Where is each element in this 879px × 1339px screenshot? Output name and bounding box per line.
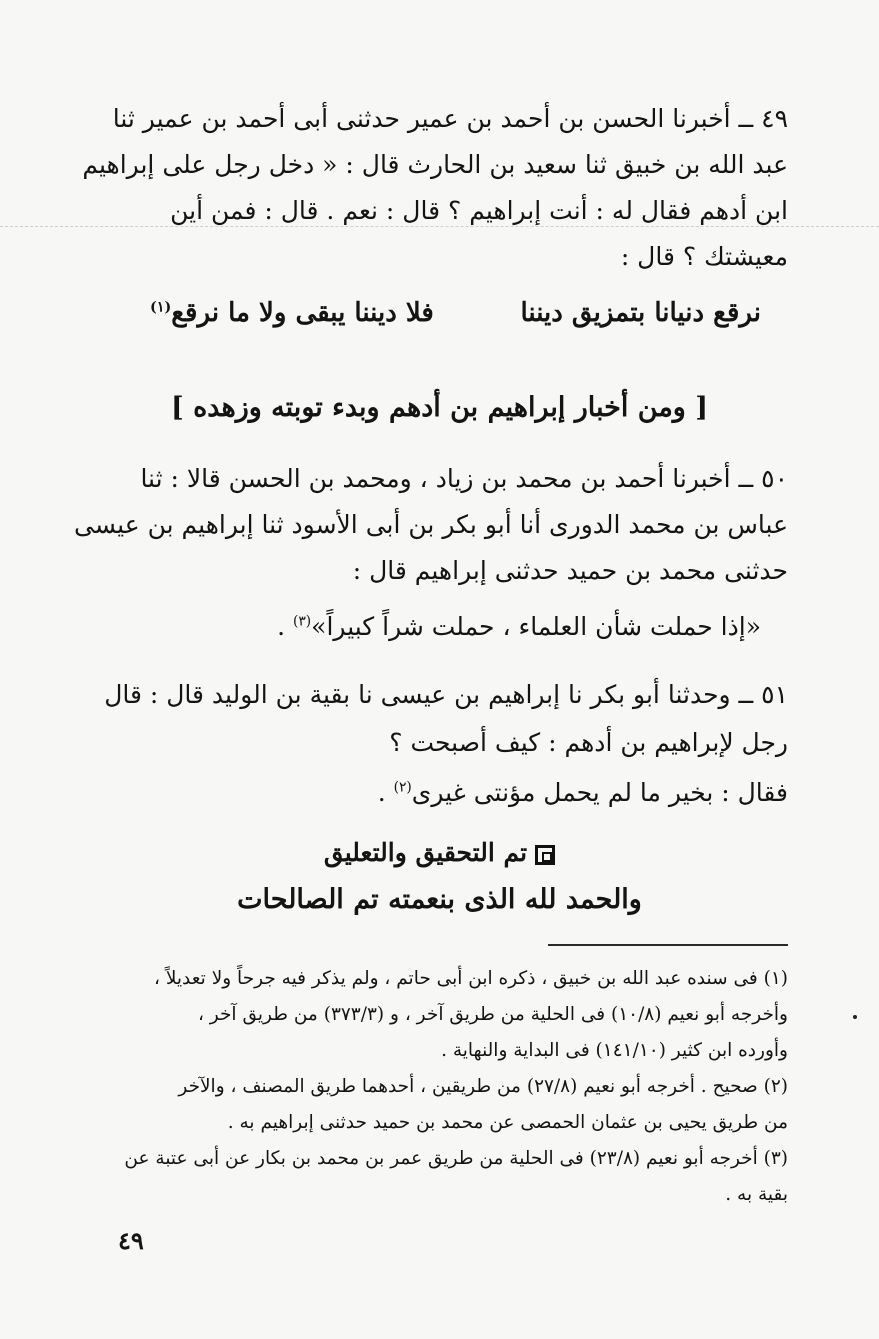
verse-first-hemistich: نرقع دنيانا بتمزيق ديننا — [520, 298, 761, 328]
page-number: ٤٩ — [118, 1226, 144, 1255]
quote-line — [277, 612, 761, 641]
quote-text: «إذا حملت شأن العلماء ، حملت شراً كبيراً» — [311, 612, 761, 641]
closing-text-1: تم التحقيق والتعليق — [323, 838, 528, 867]
footnote-line: (٢) صحيح . أخرجه أبو نعيم (٢٧/٨) من طريقين ، أحدهما طريق المصنف ، والآخر — [178, 1076, 788, 1097]
footnote-line: وأورده ابن كثير (١٤١/١٠) فى البداية والنهاية . — [441, 1040, 788, 1061]
verse-text: فلا ديننا يبقى ولا ما نرقع — [171, 298, 434, 328]
footnote-line: بقية به . — [725, 1184, 788, 1205]
answer-end: . — [377, 778, 394, 807]
text-line: ابن أدهم فقال له : أنت إبراهيم ؟ قال : نعم . قال : فمن أين — [170, 196, 788, 225]
text-line: ٤٩ ــ أخبرنا الحسن بن أحمد بن عمير حدثنى أبى أحمد بن عمير ثنا — [112, 104, 788, 133]
text-line: معيشتك ؟ قال : — [620, 242, 788, 271]
text-line: رجل لإبراهيم بن أدهم : كيف أصبحت ؟ — [389, 728, 788, 757]
answer-text: فقال : بخير ما لم يحمل مؤنتى غيرى — [411, 778, 788, 807]
scan-fold-line — [0, 226, 879, 227]
footnote-ref: (١) — [150, 299, 172, 316]
closing-line-2: والحمد لله الذى بنعمته تم الصالحات — [237, 884, 642, 915]
footnote-line: (٣) أخرجه أبو نعيم (٢٣/٨) فى الحلية من طريق عمر بن محمد بن بكار عن أبى عتبة عن — [124, 1148, 788, 1169]
section-heading: [ ومن أخبار إبراهيم بن أدهم وبدء توبته وزهده ] — [170, 392, 709, 423]
text-line: عباس بن محمد الدورى أنا أبو بكر بن أبى الأسود ثنا إبراهيم بن عيسى — [74, 510, 788, 539]
square-ornament-icon — [535, 845, 555, 865]
text-line: عبد الله بن خبيق ثنا سعيد بن الحارث قال : « دخل رجل على إبراهيم — [82, 150, 788, 179]
footnote-separator — [548, 944, 788, 946]
verse-second-hemistich — [150, 298, 434, 328]
quote-end: . — [277, 612, 294, 641]
footnote-line: من طريق يحيى بن عثمان الحمصى عن محمد بن حميد حدثنى إبراهيم به . — [227, 1112, 788, 1133]
footnote-line: وأخرجه أبو نعيم (١٠/٨) فى الحلية من طريق آخر ، و (٣٧٣/٣) من طريق آخر ، — [197, 1004, 788, 1025]
footnote-ref: (٢) — [393, 779, 412, 796]
scan-speck — [853, 1015, 857, 1019]
answer-line — [378, 778, 788, 807]
text-line: ٥٠ ــ أخبرنا أحمد بن محمد بن زياد ، ومحمد بن الحسن قالا : ثنا — [140, 464, 788, 493]
text-line: حدثنى محمد بن حميد حدثنى إبراهيم قال : — [352, 556, 788, 585]
footnote-line: (١) فى سنده عبد الله بن خبيق ، ذكره ابن أبى حاتم ، ولم يذكر فيه جرحاً ولا تعديلاً ، — [153, 968, 788, 989]
closing-line-1 — [0, 838, 879, 867]
footnote-ref: (٣) — [293, 613, 312, 630]
text-line: ٥١ ــ وحدثنا أبو بكر نا إبراهيم بن عيسى نا بقية بن الوليد قال : قال — [104, 680, 788, 709]
